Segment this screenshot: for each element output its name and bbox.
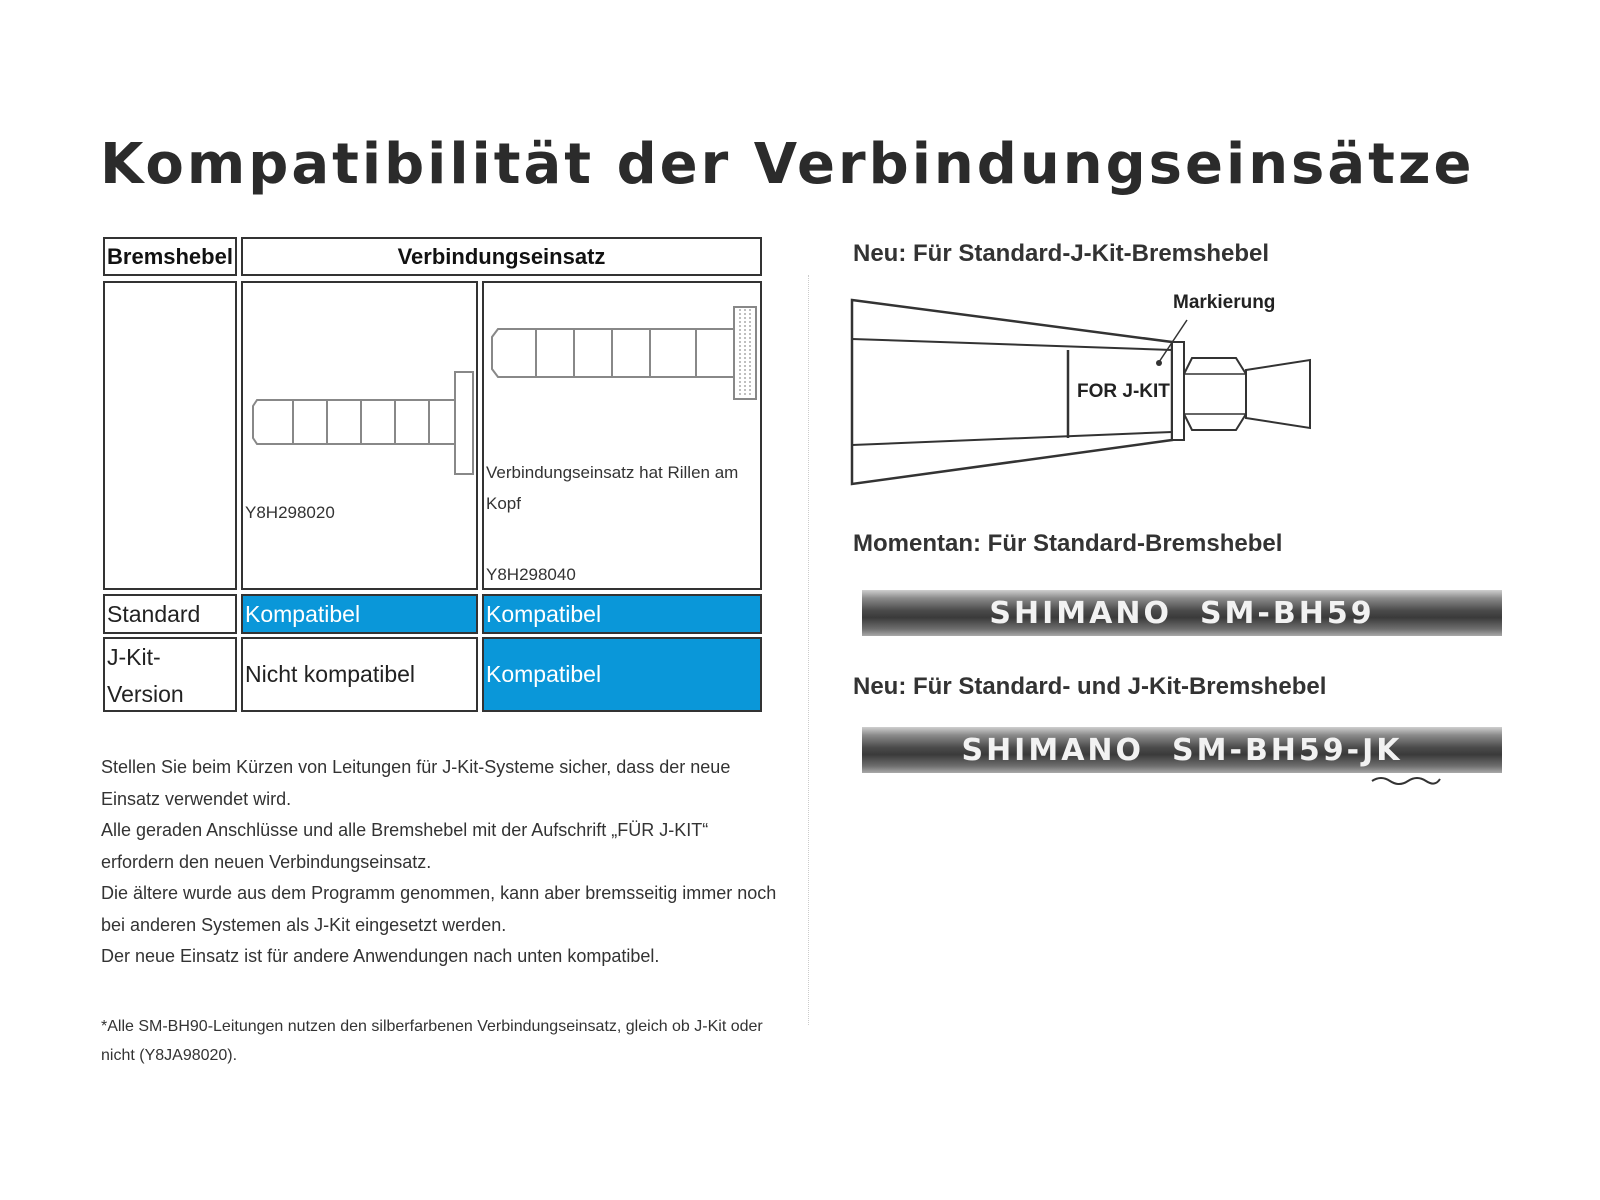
row-standard-lever: Standard (103, 594, 237, 634)
insert-b-note: Verbindungseinsatz hat Rillen am Kopf (486, 463, 739, 513)
insert-b-part-number: Y8H298040 (486, 565, 576, 584)
for-jkit-marking: FOR J-KIT (1077, 381, 1170, 402)
instruction-line: Alle geraden Anschlüsse und alle Bremshebel mit der Aufschrift „FÜR J-KIT“ erfordern den neuen Verbindungseinsatz. (101, 820, 709, 872)
hose-sm-bh59 (862, 590, 1502, 636)
hose-model: SM-BH59-JK (1172, 732, 1403, 768)
hose-sm-bh59-jk (862, 727, 1502, 773)
heading-new-standard-and-jkit-lever: Neu: Für Standard- und J-Kit-Bremshebel (853, 673, 1327, 700)
instruction-line: Stellen Sie beim Kürzen von Leitungen für J-Kit-Systeme sicher, dass der neue Einsatz verwendet wird. (101, 757, 731, 809)
insert-b-illustration (484, 301, 760, 411)
insert-a-part-number: Y8H298020 (245, 503, 335, 522)
row-standard-insert-b-status: Kompatibel (482, 594, 762, 634)
row-jkit-insert-b-status: Kompatibel (482, 637, 762, 712)
jk-underline-mark (1370, 774, 1442, 786)
header-brake-lever: Bremshebel (103, 237, 237, 276)
heading-new-jkit-lever: Neu: Für Standard-J-Kit-Bremshebel (853, 240, 1270, 267)
instruction-line: Der neue Einsatz ist für andere Anwendungen nach unten kompatibel. (101, 946, 660, 966)
page-title: Kompatibilität der Verbindungseinsätze (100, 132, 1475, 197)
marker-label: Markierung (1173, 292, 1276, 313)
empty-image-row-cell (103, 281, 237, 590)
heading-current-standard-lever: Momentan: Für Standard-Bremshebel (853, 530, 1283, 557)
column-divider (808, 275, 809, 1025)
hose-brand: SHIMANO (989, 595, 1172, 631)
row-standard-insert-a-status: Kompatibel (241, 594, 478, 634)
instruction-line: Die ältere wurde aus dem Programm genommen, kann aber bremsseitig immer noch bei anderen Systemen als J-Kit eingesetzt werden. (101, 883, 777, 935)
row-jkit-insert-a-status: Nicht kompatibel (241, 637, 478, 712)
row-jkit-lever: J-Kit-Version (103, 637, 237, 712)
hose-model: SM-BH59 (1199, 595, 1375, 631)
hose-brand: SHIMANO (961, 732, 1145, 768)
insert-b-cell (482, 281, 762, 590)
footnote: *Alle SM-BH90-Leitungen nutzen den silberfarbenen Verbindungseinsatz, gleich ob J-Kit oder nicht (Y8JA98020). (101, 1018, 763, 1064)
header-connector-insert: Verbindungseinsatz (241, 237, 762, 276)
instructions-paragraph (101, 752, 781, 973)
insert-a-cell (241, 281, 478, 590)
